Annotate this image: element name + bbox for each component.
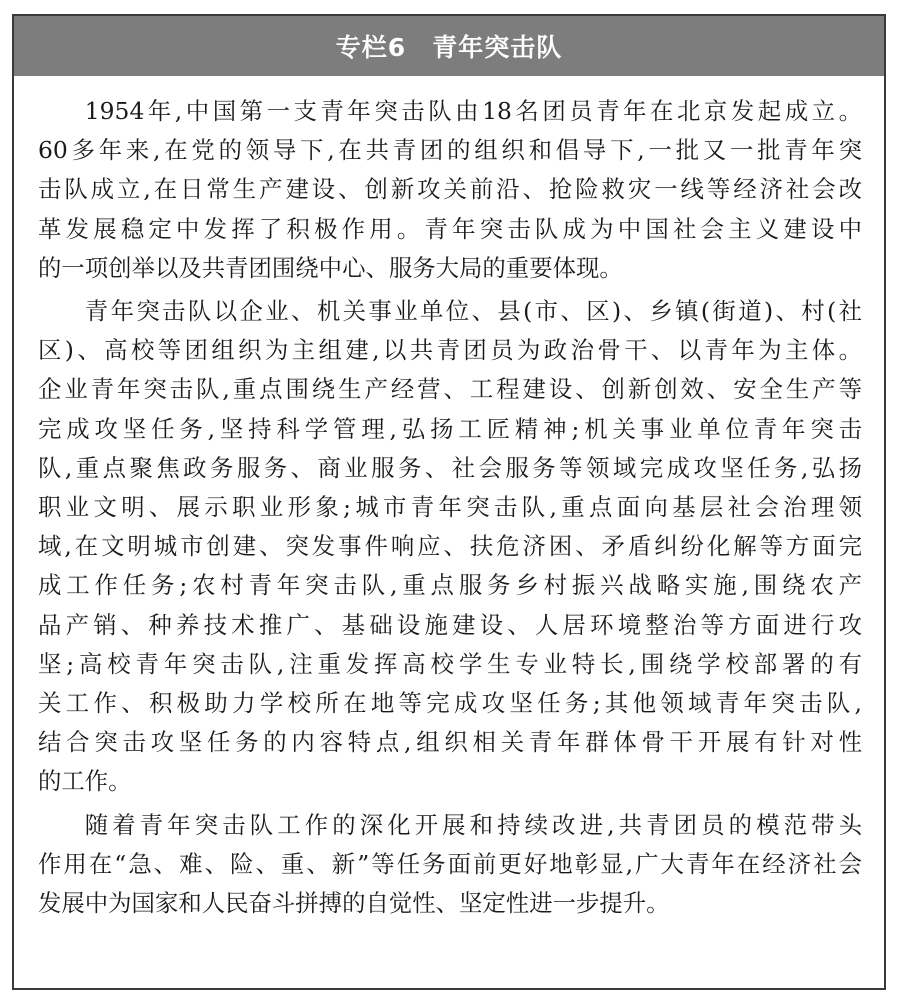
text-line: 革发展稳定中发挥了积极作用。青年突击队成为中国社会主义建设中 — [38, 214, 862, 243]
text-line: 职业文明、展示职业形象;城市青年突击队,重点面向基层社会治理领 — [38, 493, 862, 522]
column-body — [14, 76, 884, 923]
text-line: 成工作任务;农村青年突击队,重点服务乡村振兴战略实施,围绕农产 — [38, 571, 862, 600]
text-line: 青年突击队以企业、机关事业单位、县(市、区)、乡镇(街道)、村(社 — [84, 297, 862, 326]
text-line: 的一项创举以及共青团围绕中心、服务大局的重要体现。 — [38, 253, 623, 282]
text-line: 坚;高校青年突击队,注重发挥高校学生专业特长,围绕学校部署的有 — [38, 649, 862, 678]
text-line: 企业青年突击队,重点围绕生产经营、工程建设、创新创效、安全生产等 — [38, 375, 862, 404]
column-header — [14, 16, 884, 76]
column-title: 专栏6 青年突击队 — [335, 33, 563, 62]
paragraph-outcome — [38, 806, 862, 924]
text-line: 1954年,中国第一支青年突击队由18名团员青年在北京发起成立。 — [84, 97, 862, 125]
column-box — [12, 14, 886, 990]
text-line: 区)、高校等团组织为主组建,以共青团员为政治骨干、以青年为主体。 — [38, 336, 862, 365]
text-line: 完成攻坚任务,坚持科学管理,弘扬工匠精神;机关事业单位青年突击 — [38, 414, 862, 443]
text-line: 关工作、积极助力学校所在地等完成攻坚任务;其他领域青年突击队, — [38, 689, 862, 718]
text-line: 发展中为国家和人民奋斗拼搏的自觉性、坚定性进一步提升。 — [38, 889, 670, 918]
text-line: 作用在“急、难、险、重、新”等任务面前更好地彰显,广大青年在经济社会 — [38, 849, 862, 878]
text-line: 随着青年突击队工作的深化开展和持续改进,共青团员的模范带头 — [84, 810, 862, 839]
paragraph-founding — [38, 92, 862, 288]
text-line: 击队成立,在日常生产建设、创新攻关前沿、抢险救灾一线等经济社会改 — [38, 175, 862, 204]
text-line: 队,重点聚焦政务服务、商业服务、社会服务等领域完成攻坚任务,弘扬 — [38, 453, 862, 482]
text-line: 域,在文明城市创建、突发事件响应、扶危济困、矛盾纠纷化解等方面完 — [38, 532, 862, 561]
paragraph-organization — [38, 292, 862, 802]
text-line: 结合突击攻坚任务的内容特点,组织相关青年群体骨干开展有针对性 — [38, 728, 862, 757]
text-line: 60多年来,在党的领导下,在共青团的组织和倡导下,一批又一批青年突 — [38, 136, 862, 165]
text-line: 品产销、种养技术推广、基础设施建设、人居环境整治等方面进行攻 — [38, 610, 862, 639]
text-line: 的工作。 — [38, 767, 132, 796]
